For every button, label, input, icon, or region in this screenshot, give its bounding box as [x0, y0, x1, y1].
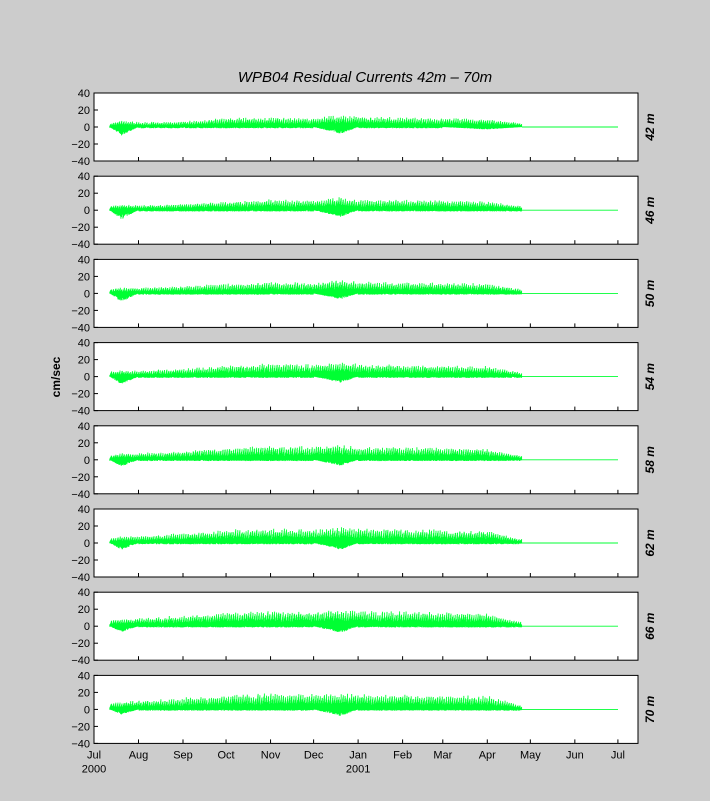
y-tick-label: 20	[77, 105, 90, 117]
panel-70m	[71, 670, 657, 750]
y-tick-label: 20	[77, 521, 90, 533]
panel-62m	[71, 504, 657, 584]
y-tick-label: 20	[77, 271, 90, 284]
y-tick-label: 20	[77, 188, 90, 201]
panel-depth-label: 46 m	[643, 196, 657, 224]
y-tick-label: 20	[77, 687, 90, 700]
y-tick-label: −40	[71, 738, 90, 751]
panel-depth-label: 42 m	[643, 113, 657, 141]
y-tick-label: −40	[71, 156, 90, 168]
y-tick-label: 0	[83, 122, 90, 134]
y-tick-label: 0	[83, 621, 90, 634]
x-tick-year-label: 2000	[81, 763, 107, 776]
y-tick-label: 40	[77, 171, 90, 184]
x-tick-label: Dec	[303, 749, 324, 762]
panel-66m	[71, 587, 657, 667]
y-tick-label: 40	[77, 88, 90, 100]
panel-depth-label: 62 m	[643, 529, 657, 557]
y-tick-label: −20	[71, 305, 90, 318]
x-tick-label: May	[519, 749, 541, 762]
y-tick-label: 0	[83, 205, 90, 218]
y-tick-label: −40	[71, 239, 90, 252]
y-tick-label: 40	[77, 337, 90, 350]
x-tick-label: Apr	[478, 749, 496, 762]
y-tick-label: 40	[77, 254, 90, 267]
y-tick-label: 40	[77, 670, 90, 683]
x-tick-label: Feb	[393, 749, 413, 762]
y-axis-label: cm/sec	[49, 356, 63, 398]
x-tick-label: Aug	[128, 749, 149, 762]
x-tick-label: Mar	[433, 749, 453, 762]
y-tick-label: −20	[71, 139, 90, 151]
x-tick-label: Nov	[260, 749, 281, 762]
panel-depth-label: 54 m	[643, 362, 657, 391]
y-tick-label: −20	[71, 555, 90, 567]
y-tick-label: 40	[77, 587, 90, 600]
y-tick-label: −20	[71, 471, 90, 484]
x-tick-label: Oct	[217, 749, 235, 762]
y-tick-label: 20	[77, 437, 90, 450]
y-tick-label: −20	[71, 222, 90, 235]
panel-46m	[71, 171, 657, 251]
x-tick-label: Jul	[86, 749, 102, 762]
y-tick-label: −20	[71, 388, 90, 401]
y-tick-label: 0	[83, 454, 90, 467]
x-tick-label: Jun	[565, 749, 584, 762]
y-tick-label: 0	[83, 538, 90, 550]
chart-title: WPB04 Residual Currents 42m – 70m	[237, 69, 493, 86]
y-tick-label: 0	[83, 371, 90, 384]
y-tick-label: 0	[83, 288, 90, 301]
x-tick-label: Jul	[610, 749, 625, 762]
panel-depth-label: 50 m	[643, 279, 657, 308]
y-tick-label: −40	[71, 572, 90, 584]
y-tick-label: −40	[71, 405, 90, 418]
panel-42m	[71, 88, 657, 168]
x-tick-label: Sep	[173, 749, 193, 762]
panel-depth-label: 70 m	[643, 695, 657, 724]
y-tick-label: 0	[83, 704, 90, 717]
panel-58m	[71, 421, 657, 501]
y-tick-label: −40	[71, 322, 90, 335]
y-tick-label: 40	[77, 420, 90, 433]
y-tick-label: −20	[71, 721, 90, 734]
panel-stack	[71, 88, 657, 750]
x-axis	[82, 749, 625, 775]
x-tick-year-label: 2001	[345, 763, 371, 776]
y-tick-label: −40	[71, 488, 90, 501]
panel-50m	[71, 254, 657, 334]
y-tick-label: 20	[77, 604, 90, 617]
y-tick-label: 40	[77, 504, 90, 516]
panel-depth-label: 58 m	[643, 446, 657, 474]
x-tick-label: Jan	[349, 749, 367, 762]
y-tick-label: −20	[71, 638, 90, 651]
y-tick-label: −40	[71, 655, 90, 668]
panel-depth-label: 66 m	[643, 612, 657, 640]
panel-54m	[71, 338, 657, 418]
y-tick-label: 20	[77, 354, 90, 367]
